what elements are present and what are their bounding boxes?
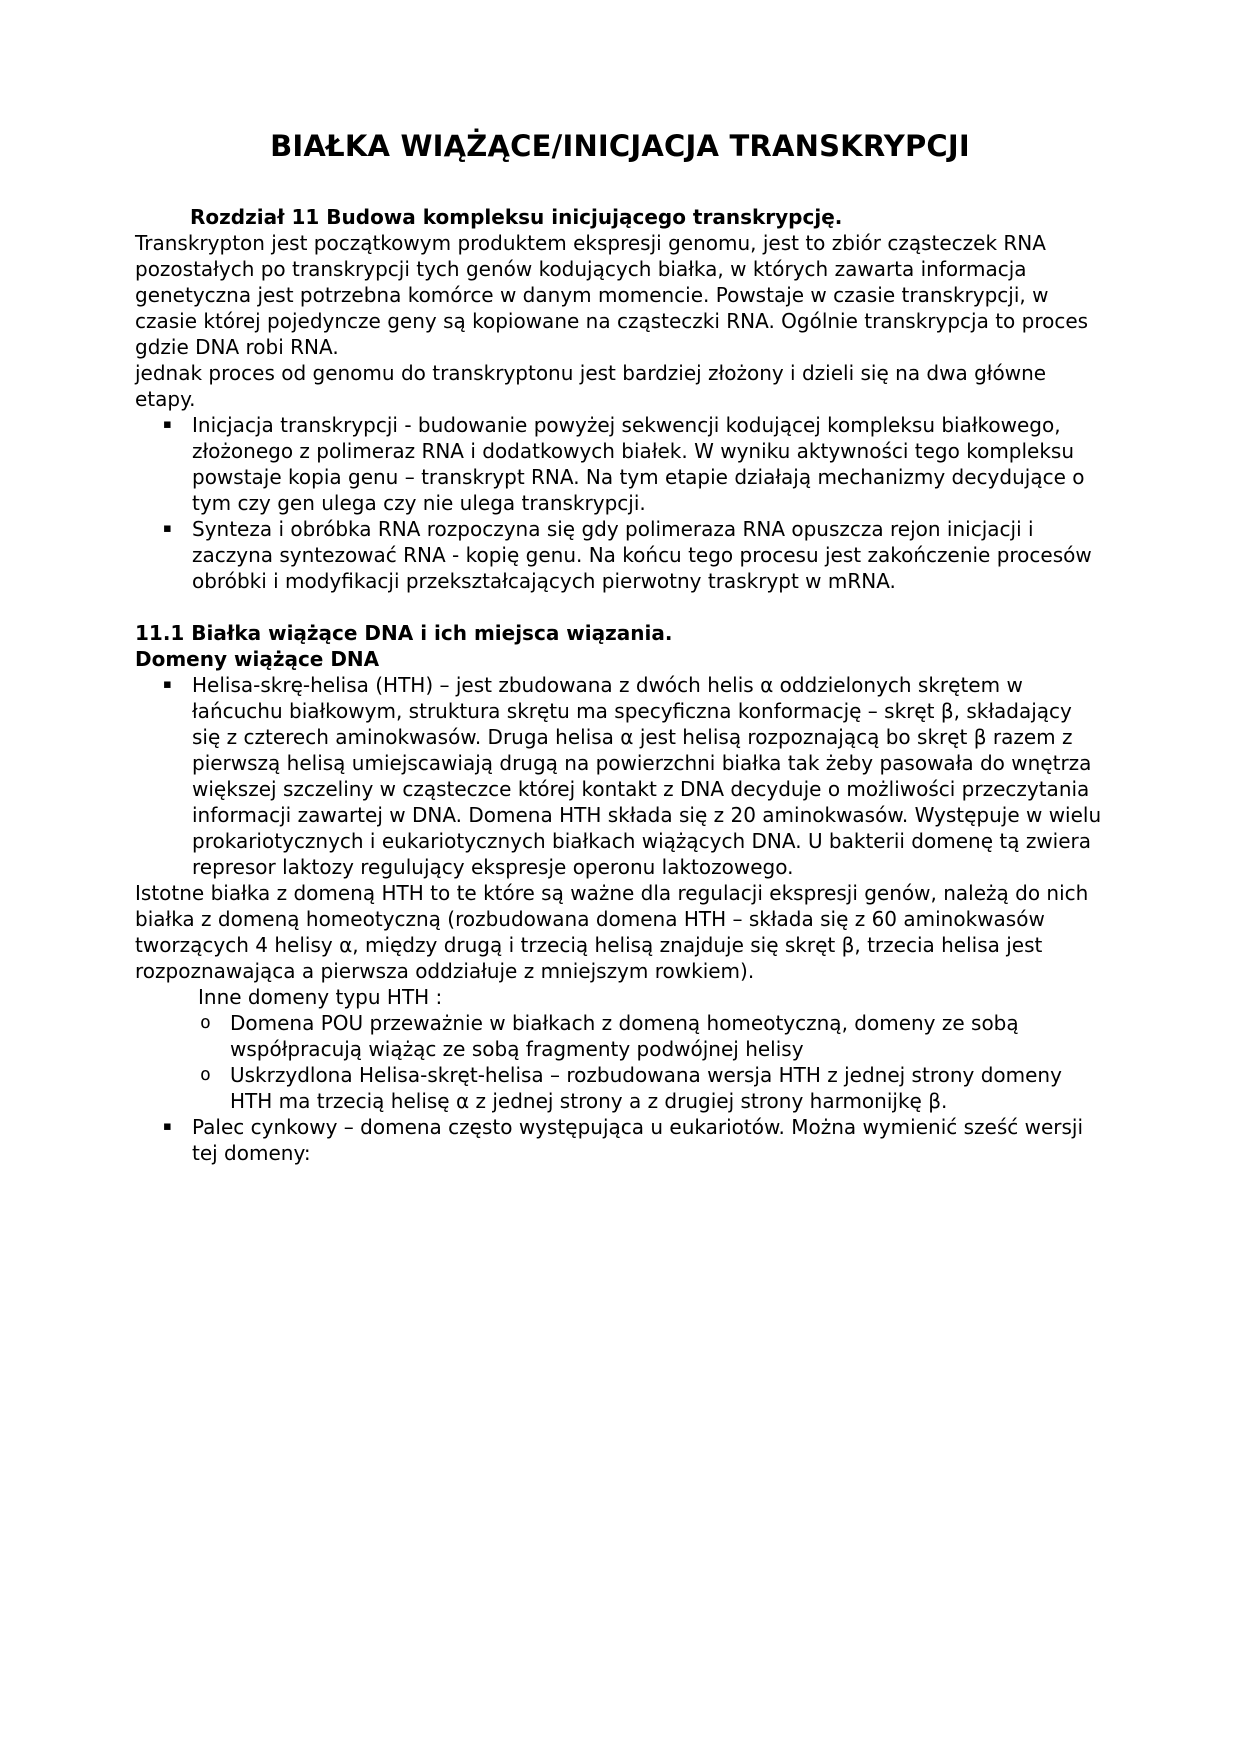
intro-paragraph: Transkrypton jest początkowym produktem ekspresji genomu, jest to zbiór cząsteczek RNA pozostałych po transkrypcji tych genów kodujących białka, w których zawarta informacja genetyczna jest potrzebna komórce w danym momencie. Powstaje w czasie transkrypcji, w czasie której pojedyncze geny są kopiowane na cząsteczki RNA. Ogólnie transkrypcja to proces gdzie DNA robi RNA. [135,231,1089,359]
square-bullet-icon: ▪ [163,417,172,432]
dna-domains-list [135,672,1105,880]
other-domains-label: Inne domeny typu HTH : [198,985,443,1009]
list-item [135,1114,1105,1166]
square-bullet-icon: ▪ [163,677,172,692]
other-domains-list [135,1010,1105,1114]
square-bullet-icon: ▪ [163,1119,172,1134]
list-item-text: Inicjacja transkrypcji - budowanie powyżej sekwencji kodującej kompleksu białkowego, złożonego z polimeraz RNA i dodatkowych białek. W wyniku aktywności tego kompleksu powstaje kopia genu – transkrypt RNA. Na tym etapie działają mechanizmy decydujące o tym czy gen ulega czy nie ulega transkrypcji. [192,413,1085,515]
square-bullet-icon: ▪ [163,521,172,536]
list-item [135,672,1105,880]
list-item-text: Domena POU przeważnie w białkach z domeną homeotyczną, domeny ze sobą współpracują wiążąc ze sobą fragmenty podwójnej helisy [230,1011,1019,1061]
list-item-text: Synteza i obróbka RNA rozpoczyna się gdy polimeraza RNA opuszcza rejon inicjacji i zaczyna syntezować RNA - kopię genu. Na końcu tego procesu jest zakończenie procesów obróbki i modyfikacji przekształcających pierwotny traskrypt w mRNA. [192,517,1092,593]
circle-bullet-icon: o [200,1064,211,1085]
list-item-text: Uskrzydlona Helisa-skręt-helisa – rozbudowana wersja HTH z jednej strony domeny HTH ma trzecią helisę α z jednej strony a z drugiej strony harmonijkę β. [230,1063,1062,1113]
list-item [135,412,1105,516]
list-item-text: Palec cynkowy – domena często występująca u eukariotów. Można wymienić sześć wersji tej domeny: [192,1115,1084,1165]
subsection-heading: Domeny wiążące DNA [135,647,380,671]
list-item [135,1010,1105,1062]
section-heading: 11.1 Białka wiążące DNA i ich miejsca wiązania. [135,621,673,645]
stages-list [135,412,1105,594]
hth-paragraph: Istotne białka z domeną HTH to te które są ważne dla regulacji ekspresji genów, należą do nich białka z domeną homeotyczną (rozbudowana domena HTH – składa się z 60 aminokwasów tworzących 4 helisy α, między drugą i trzecią helisą znajduje się skręt β, trzecia helisa jest rozpoznawająca a pierwsza oddziałuje z mniejszym rowkiem). [135,881,1089,983]
list-item [135,516,1105,594]
zinc-finger-list [135,1114,1105,1166]
list-item-text: Helisa-skrę-helisa (HTH) – jest zbudowana z dwóch helis α oddzielonych skrętem w łańcuchu białkowym, struktura skrętu ma specyficzna konformację – skręt β, składający się z czterech aminokwasów. Druga helisa α jest helisą rozpoznającą bo skręt β razem z pierwszą helisą umiejscawiają drugą na powierzchni białka tak żeby pasowała do wnętrza większej szczeliny w cząsteczce której kontakt z DNA decyduje o możliwości przeczytania informacji zawartej w DNA. Domena HTH składa się z 20 aminokwasów. Występuje w wielu prokariotycznych i eukariotycznych białkach wiążących DNA. U bakterii domenę tą zwiera represor laktozy regulujący ekspresje operonu laktozowego. [192,673,1102,879]
circle-bullet-icon: o [200,1012,211,1033]
list-item [135,1062,1105,1114]
document-title: BIAŁKA WIĄŻĄCE/INICJACJA TRANSKRYPCJI [270,129,970,163]
stages-lead-paragraph: jednak proces od genomu do transkryptonu jest bardziej złożony i dzieli się na dwa główne etapy. [135,361,1047,411]
chapter-heading: Rozdział 11 Budowa kompleksu inicjującego transkrypcję. [190,205,843,229]
